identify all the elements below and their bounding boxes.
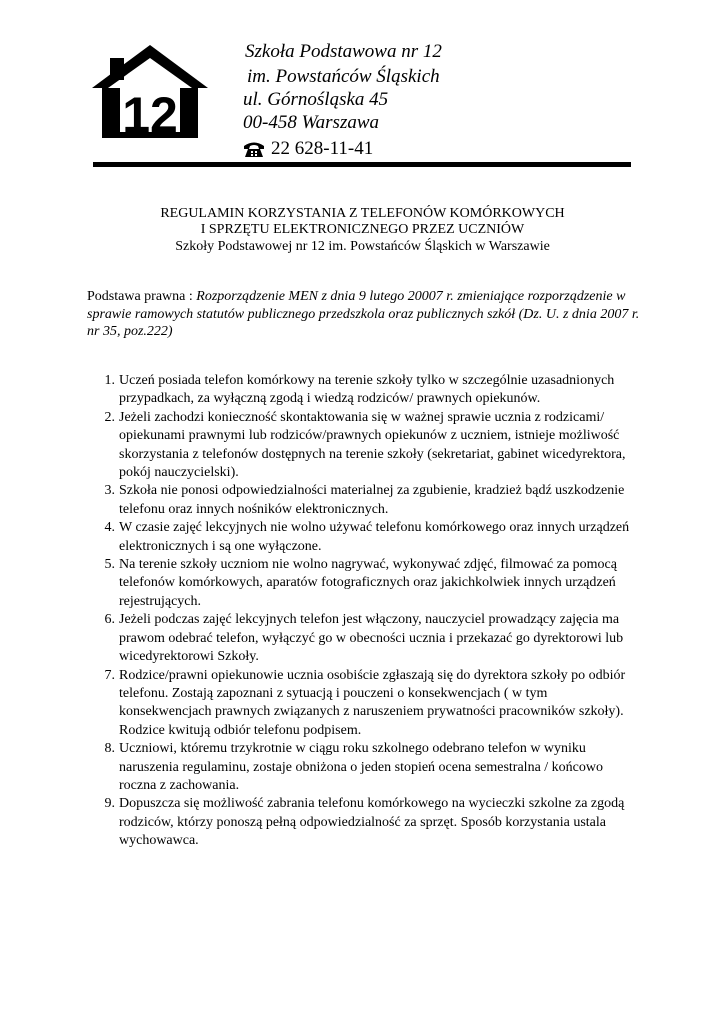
rule-number: 8. <box>104 741 115 757</box>
rule-number: 4. <box>104 520 115 536</box>
rule-text: Jeżeli podczas zajęć lekcyjnych telefon jest włączony, nauczyciel prowadzący zajęcia ma prawom odebrać telefon, wyłączyć go w obecności ucznia i przekazać go dyrektorowi lub wicedyrektorowi Szkoły. <box>119 612 624 665</box>
school-patron: im. Powstańców Śląskich <box>247 66 440 87</box>
school-street: ul. Górnośląska 45 <box>243 89 389 110</box>
rule-item <box>95 556 640 611</box>
school-name: Szkoła Podstawowa nr 12 <box>245 41 442 62</box>
legal-basis <box>87 288 647 341</box>
document-subtitle: Szkoły Podstawowej nr 12 im. Powstańców Śląskich w Warszawie <box>175 239 550 254</box>
school-city: 00-458 Warszawa <box>243 112 380 133</box>
logo-number: 12 <box>122 87 178 140</box>
header-divider <box>93 162 631 167</box>
rule-item <box>95 372 640 409</box>
rule-number: 6. <box>104 612 115 628</box>
rule-text: Rodzice/prawni opiekunowie ucznia osobiście zgłaszają się do dyrektora szkoły po odbiór telefonu. Zostają zapoznani z sytuacją i pouczeni o konsekwencjach ( w tym konsekwencjach prawnych związanych z naruszeniem prywatności pracowników szkoły). Rodzice kwitują odbiór telefonu podpisem. <box>119 667 626 738</box>
school-logo-icon <box>90 44 210 140</box>
rule-number: 1. <box>104 373 115 388</box>
phone-number: 22 628-11-41 <box>271 138 374 159</box>
rule-number: 3. <box>104 483 115 499</box>
rules-list <box>95 372 640 851</box>
phone-line <box>243 137 373 161</box>
rule-text: Szkoła nie ponosi odpowiedzialności materialnej za zgubienie, kradzież bądź uszkodzenie telefonu oraz innych nośników elektronicznych. <box>119 483 625 517</box>
rule-number: 5. <box>104 557 115 573</box>
legal-basis-text: Rozporządzenie MEN z dnia 9 lutego 20007 r. zmieniające rozporządzenie w sprawie ramowych statutów publicznego przedszkola oraz publicznych szkół (Dz. U. z dnia 2007 r. nr 35, poz.222) <box>87 289 640 339</box>
rule-item <box>95 482 640 519</box>
rule-number: 9. <box>104 796 115 812</box>
rule-item <box>95 611 640 666</box>
document-title-line-1: REGULAMIN KORZYSTANIA Z TELEFONÓW KOMÓRKOWYCH <box>160 206 565 221</box>
rule-text: Jeżeli zachodzi konieczność skontaktowania się w ważnej sprawie ucznia z rodzicami/ opiekunami prawnymi lub rodziców/prawnych opiekunów z uczniem, istnieje możliwość skorzystania z telefonów dostępnych na terenie szkoły (sekretariat, gabinet wicedyrektora, pokój nauczycielski). <box>119 409 626 481</box>
rule-item <box>95 409 640 483</box>
phone-icon <box>243 140 265 158</box>
rule-number: 7. <box>104 667 115 683</box>
legal-basis-label: Podstawa prawna : <box>87 289 197 304</box>
rule-text: Uczeń posiada telefon komórkowy na terenie szkoły tylko w szczególnie uzasadnionych przypadkach, za wyłączną zgodą i wiedzą rodziców/ prawnych opiekunów. <box>119 373 615 407</box>
rule-item <box>95 667 640 741</box>
rule-text: Uczniowi, któremu trzykrotnie w ciągu roku szkolnego odebrano telefon w wyniku naruszenia regulaminu, zostaje obniżona o jeden stopień ocena semestralna / końcowo roczna z zachowania. <box>119 741 603 793</box>
rule-number: 2. <box>104 409 115 425</box>
rule-item <box>95 740 640 795</box>
rule-item <box>95 795 640 850</box>
rule-text: W czasie zajęć lekcyjnych nie wolno używać telefonu komórkowego oraz innych urządzeń elektronicznych i są one wyłączone. <box>119 520 630 554</box>
rule-item <box>95 519 640 556</box>
document-title-line-2: I SPRZĘTU ELEKTRONICZNEGO PRZEZ UCZNIÓW <box>200 222 525 237</box>
rule-text: Dopuszcza się możliwość zabrania telefonu komórkowego na wycieczki szkolne za zgodą rodziców, którzy ponoszą pełną odpowiedzialność za sprzęt. Sposób korzystania ustala wychowawca. <box>119 796 625 849</box>
rule-text: Na terenie szkoły uczniom nie wolno nagrywać, wykonywać zdjęć, filmować za pomocą telefonów komórkowych, aparatów fotograficznych oraz jakichkolwiek innych urządzeń rejestrujących. <box>119 557 617 609</box>
